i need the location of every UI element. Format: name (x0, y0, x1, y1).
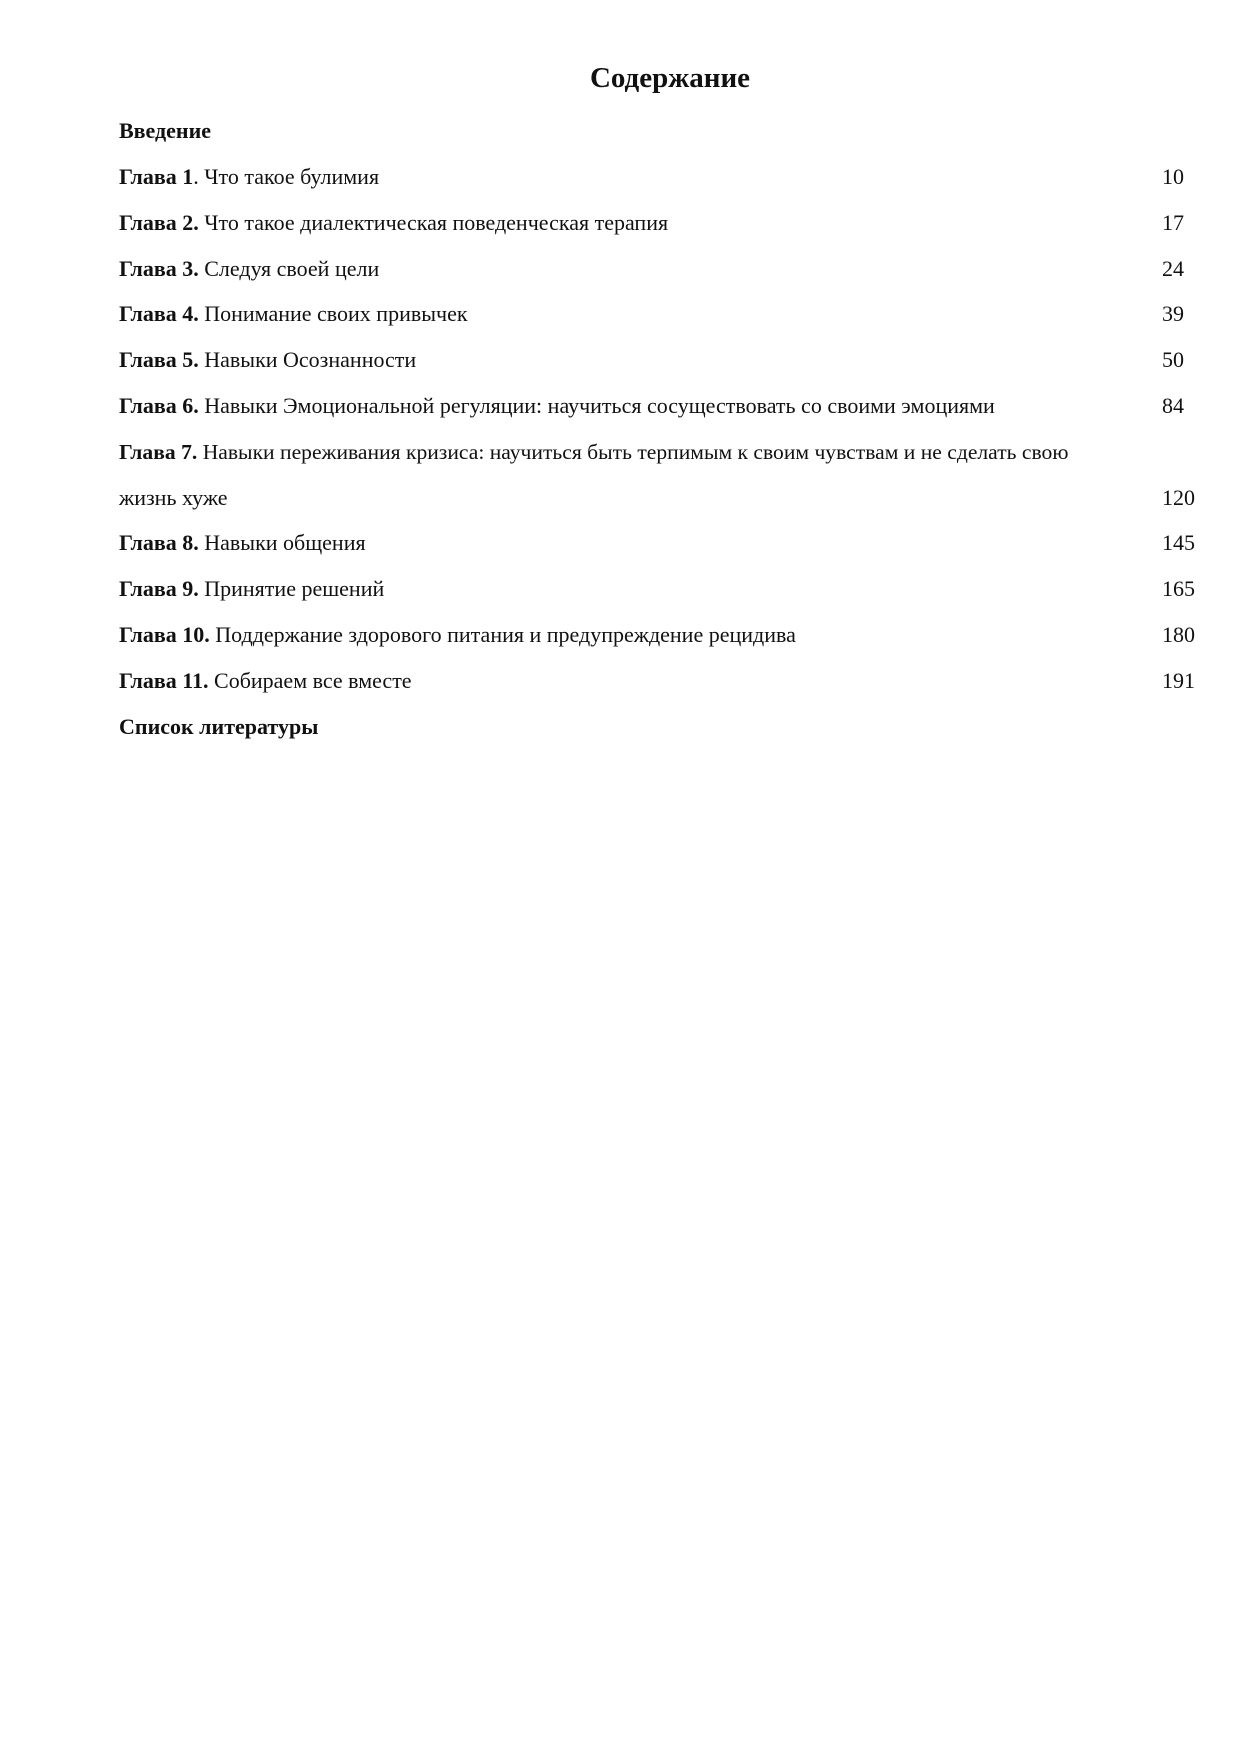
chapter-label: Глава 1 (119, 164, 194, 189)
chapter-label: Глава 6. (119, 393, 199, 418)
chapter-label: Глава 4. (119, 301, 199, 326)
chapter-separator: . (193, 164, 205, 189)
chapter-8-page-number: 145 (1162, 530, 1195, 555)
chapter-6-page-number: 84 (1162, 393, 1184, 418)
chapter-title: Поддержание здорового питания и предупреждение рецидива (215, 622, 796, 647)
toc-entry-chapter-6 (119, 390, 995, 422)
toc-entry-chapter-2 (119, 207, 668, 239)
chapter-4-page-number: 39 (1162, 301, 1184, 326)
chapter-title: Навыки Эмоциональной регуляции: научиться сосуществовать со своими эмоциями (204, 393, 995, 418)
chapter-title: Навыки переживания кризиса: научиться быть терпимым к своим чувствам и не сделать свою (202, 440, 1069, 464)
chapter-label: Глава 11. (119, 668, 209, 693)
chapter-label: Глава 7. (119, 440, 198, 464)
toc-entry-chapter-7-continuation (119, 482, 228, 514)
toc-entry-chapter-4 (119, 298, 468, 330)
toc-title: Содержание (589, 62, 751, 94)
chapter-title: Навыки общения (204, 530, 366, 555)
chapter-title: Следуя своей цели (204, 256, 380, 281)
chapter-title-continuation: жизнь хуже (119, 485, 228, 510)
toc-intro (119, 115, 211, 147)
toc-entry-chapter-10 (119, 619, 796, 651)
chapter-label: Глава 10. (119, 622, 210, 647)
chapter-9-page-number: 165 (1162, 576, 1195, 601)
chapter-11-page-number: 191 (1162, 668, 1195, 693)
chapter-label: Глава 2. (119, 210, 199, 235)
chapter-5-page-number: 50 (1162, 347, 1184, 372)
chapter-2-page-number: 17 (1162, 210, 1184, 235)
chapter-1-page-number: 10 (1162, 164, 1184, 189)
chapter-label: Глава 8. (119, 530, 199, 555)
chapter-label: Глава 5. (119, 347, 199, 372)
toc-entry-chapter-8 (119, 527, 366, 559)
toc-entry-chapter-11 (119, 665, 412, 697)
chapter-title: Принятие решений (204, 576, 385, 601)
toc-references-label: Список литературы (119, 714, 319, 739)
toc-entry-chapter-5 (119, 344, 416, 376)
toc-references (119, 711, 318, 743)
toc-entry-chapter-1 (119, 161, 379, 193)
toc-intro-label: Введение (119, 118, 212, 143)
toc-entry-chapter-3 (119, 253, 379, 285)
chapter-title: Понимание своих привычек (204, 301, 468, 326)
chapter-label: Глава 3. (119, 256, 199, 281)
chapter-10-page-number: 180 (1162, 622, 1195, 647)
chapter-label: Глава 9. (119, 576, 199, 601)
chapter-title: Что такое булимия (204, 164, 380, 189)
chapter-title: Что такое диалектическая поведенческая терапия (204, 210, 669, 235)
chapter-title: Навыки Осознанности (204, 347, 417, 372)
chapter-7-page-number: 120 (1162, 485, 1195, 510)
chapter-3-page-number: 24 (1162, 256, 1184, 281)
chapter-title: Собираем все вместе (214, 668, 412, 693)
toc-entry-chapter-9 (119, 573, 384, 605)
toc-entry-chapter-7 (119, 436, 1068, 468)
